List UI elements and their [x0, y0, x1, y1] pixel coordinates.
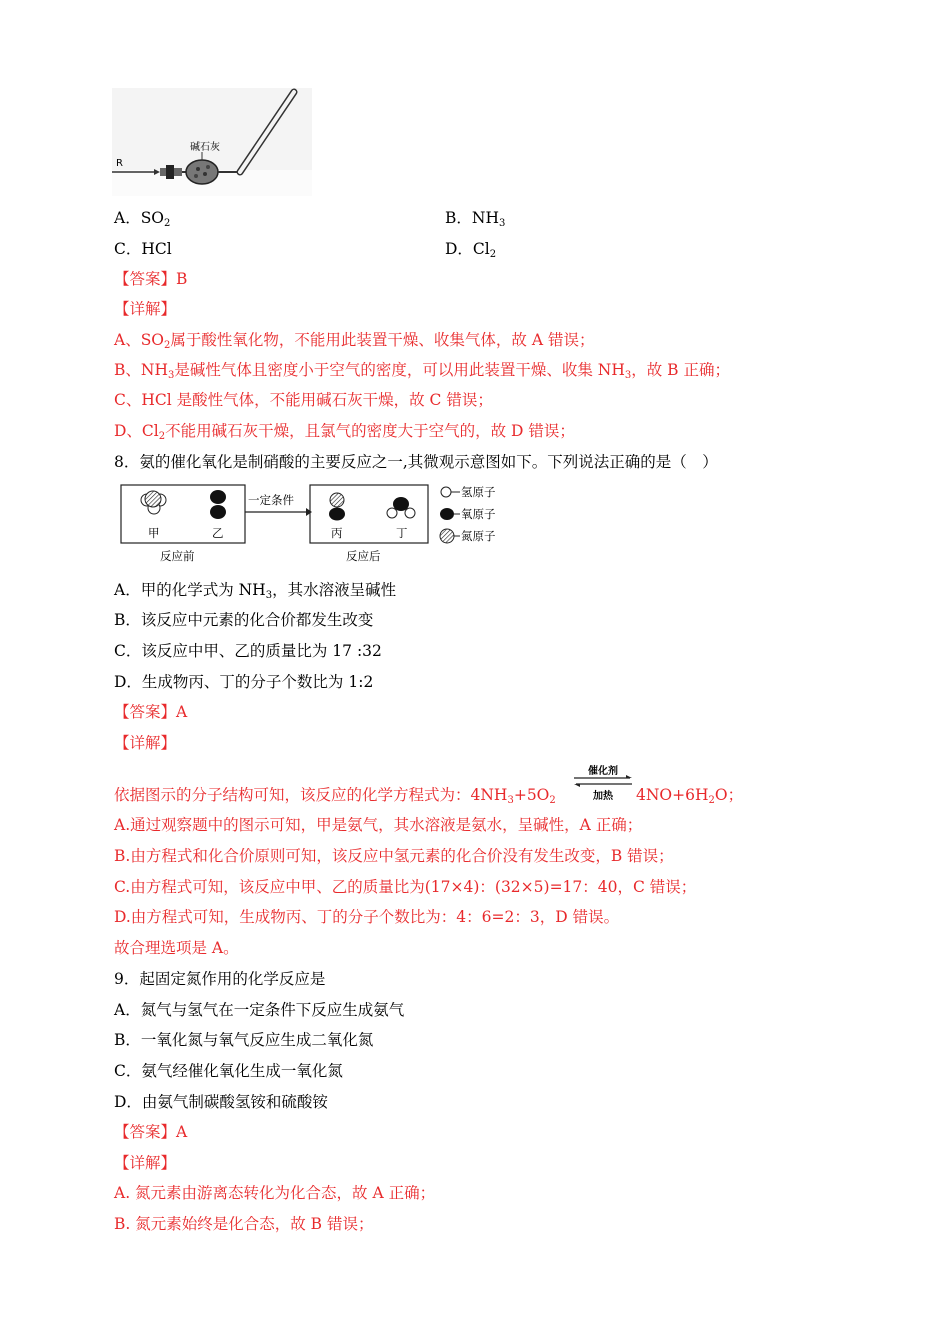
label-bing: 丙: [331, 526, 343, 540]
drying-bulb: [186, 160, 218, 184]
q9-option-b: B．一氧化氮与氧气反应生成二氧化氮: [114, 1031, 374, 1049]
label-after: 反应后: [346, 549, 381, 563]
q8-stem: 8．氨的催化氧化是制硝酸的主要反应之一,其微观示意图如下。下列说法正确的是（ ）: [114, 453, 718, 471]
q7-explanation-a: A、$SO_2$属于酸性氧化物，不能用此装置干燥、收集气体，故 A 错误；: [114, 331, 595, 351]
legend-oxygen: 氧原子: [461, 507, 496, 521]
legend-nitrogen-icon: [440, 529, 454, 543]
before-box: [121, 485, 245, 543]
q9-option-a: A．氮气与氢气在一定条件下反应生成氨气: [114, 1001, 405, 1019]
q9-stem: 9．起固定氮作用的化学反应是: [114, 970, 326, 988]
label-r: R: [116, 158, 123, 169]
legend-hydrogen: 氢原子: [461, 485, 496, 499]
q7-explanation-b: B、$NH_3$是碱性气体且密度小于空气的密度，可以用此装置干燥、收集 $NH_3$，故 B 正确；: [114, 361, 730, 381]
label-ding: 丁: [396, 526, 408, 540]
q8-option-c: C．该反应中甲、乙的质量比为 17 :32: [114, 642, 382, 660]
nitric-oxide-molecule: [329, 493, 345, 521]
equilibrium-arrow: [572, 762, 634, 802]
q9-explanation-a: A. 氮元素由游离态转化为化合态，故 A 正确；: [114, 1184, 436, 1202]
label-yi: 乙: [212, 526, 224, 540]
q9-detail-heading: 【详解】: [114, 1154, 177, 1172]
q8-explanation-a: A.通过观察题中的图示可知，甲是氨气，其水溶液是氨水，呈碱性，A 正确；: [114, 816, 643, 834]
label-before: 反应前: [160, 549, 195, 563]
q7-option-d: D．$Cl_2$: [445, 240, 497, 260]
q8-equation-right: $4NO+6H_2O$；: [636, 786, 744, 806]
q8-option-a: A．甲的化学式为 $NH_3$，其水溶液呈碱性: [114, 581, 397, 601]
q9-explanation-b: B. 氮元素始终是化合态，故 B 错误；: [114, 1215, 374, 1233]
legend-nitrogen: 氮原子: [461, 529, 496, 543]
q8-equation-left: 依据图示的分子结构可知，该反应的化学方程式为：$4NH_3+5O_2$: [114, 786, 556, 806]
q8-answer: 【答案】A: [114, 703, 188, 721]
q7-answer: 【答案】B: [114, 270, 188, 288]
q8-detail-heading: 【详解】: [114, 734, 177, 752]
oxygen-molecule: [210, 490, 226, 519]
q8-explanation-b: B.由方程式和化合价原则可知，该反应中氢元素的化合价没有发生改变，B 错误；: [114, 847, 674, 865]
water-molecule: [387, 497, 415, 518]
catalyst-label: 催化剂: [588, 766, 618, 777]
legend-hydrogen-icon: [441, 487, 451, 497]
legend-oxygen-icon: [440, 508, 454, 520]
drying-apparatus-figure: [112, 88, 312, 196]
label-soda-lime: 碱石灰: [190, 142, 220, 153]
q9-option-c: C．氨气经催化氧化生成一氧化氮: [114, 1062, 343, 1080]
q7-explanation-d: D、$Cl_2$不能用碱石灰干燥，且氯气的密度大于空气的，故 D 错误；: [114, 422, 575, 442]
ammonia-molecule: [141, 491, 166, 514]
q7-option-c: C．HCl: [114, 240, 172, 258]
q7-option-b: B．$NH_3$: [445, 209, 506, 229]
heat-label: 加热: [593, 791, 613, 802]
q8-option-d: D．生成物丙、丁的分子个数比为 1:2: [114, 673, 374, 691]
q8-option-b: B．该反应中元素的化合价都发生改变: [114, 611, 374, 629]
label-jia: 甲: [148, 526, 160, 540]
q8-explanation-c: C.由方程式可知，该反应中甲、乙的质量比为(17×4)：(32×5)=17：40，C 错误；: [114, 878, 697, 896]
q7-option-a: A．$SO_2$: [114, 209, 171, 229]
q7-detail-heading: 【详解】: [114, 300, 177, 318]
q9-option-d: D．由氨气制碳酸氢铵和硫酸铵: [114, 1093, 328, 1111]
q8-explanation-d: D.由方程式可知，生成物丙、丁的分子个数比为：4：6=2：3，D 错误。: [114, 908, 620, 926]
q9-answer: 【答案】A: [114, 1123, 188, 1141]
reaction-microscopic-figure: [120, 482, 520, 567]
q8-conclusion: 故合理选项是 A。: [114, 939, 239, 957]
label-condition: 一定条件: [248, 493, 294, 507]
q7-explanation-c: C、HCl 是酸性气体，不能用碱石灰干燥，故 C 错误；: [114, 391, 493, 409]
